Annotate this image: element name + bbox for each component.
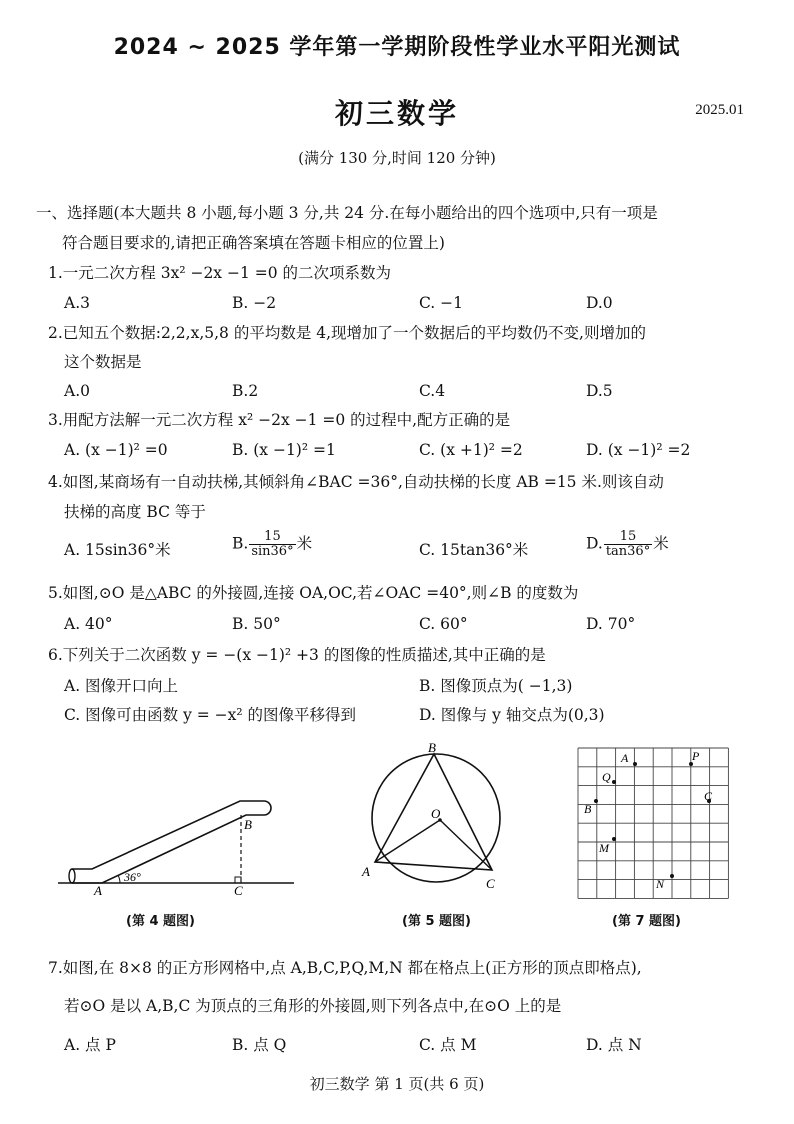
q4-option-b-denominator: sin36° xyxy=(251,544,294,559)
fig7-point-b xyxy=(594,799,598,803)
q4-option-b xyxy=(232,530,312,559)
q2-stem-line1: 2.已知五个数据:2,2,x,5,8 的平均数是 4,现增加了一个数据后的平均数仍不变,则增加的 xyxy=(48,324,646,342)
q7-option-a: A. 点 P xyxy=(64,1036,116,1054)
page-title: 2024 ~ 2025 学年第一学期阶段性学业水平阳光测试 xyxy=(113,35,681,60)
fig7-label-m: M xyxy=(599,841,609,855)
q4-option-d-fraction xyxy=(604,530,652,559)
q1-option-c: C. −1 xyxy=(419,294,464,312)
figure-7-grid xyxy=(574,744,734,904)
fig5-label-a: A xyxy=(362,864,370,879)
q7-stem-line1: 7.如图,在 8×8 的正方形网格中,点 A,B,C,P,Q,M,N 都在格点上(正方形的顶点即格点), xyxy=(48,959,642,977)
fig7-point-q xyxy=(612,780,616,784)
figure-4-escalator xyxy=(58,785,298,895)
q4-stem-line2: 扶梯的高度 BC 等于 xyxy=(64,503,206,521)
q4-option-b-fraction xyxy=(249,530,295,559)
fig4-label-c: C xyxy=(234,883,243,895)
fig7-point-m xyxy=(612,837,616,841)
q4-option-b-unit: 米 xyxy=(296,534,313,553)
q4-option-d-numerator: 15 xyxy=(604,530,652,545)
fig7-point-a xyxy=(633,762,637,766)
q1-option-b: B. −2 xyxy=(232,294,277,312)
fig7-label-n: N xyxy=(656,877,665,891)
subject-heading: 初三数学 xyxy=(334,97,459,130)
q7-option-c: C. 点 M xyxy=(419,1036,477,1054)
q4-option-c: C. 15tan36°米 xyxy=(419,541,529,559)
fig4-label-angle: 36° xyxy=(124,870,141,884)
q7-option-b: B. 点 Q xyxy=(232,1036,287,1054)
q2-stem-line2: 这个数据是 xyxy=(64,353,142,371)
fig5-segment-oa xyxy=(375,820,440,862)
fig7-label-q: Q xyxy=(602,770,611,784)
q3-option-a: A. (x −1)² =0 xyxy=(64,441,168,459)
fig4-escalator-end xyxy=(69,869,75,883)
fig5-label-o: O xyxy=(431,806,441,821)
fig7-caption: (第 7 题图) xyxy=(612,914,681,929)
fig7-label-c: C xyxy=(704,789,713,803)
q6-option-a: A. 图像开口向上 xyxy=(64,677,179,695)
fig7-label-b: B xyxy=(584,802,592,816)
fig5-label-c: C xyxy=(486,876,495,891)
q7-stem-line2: 若⊙O 是以 A,B,C 为顶点的三角形的外接圆,则下列各点中,在⊙O 上的是 xyxy=(64,997,562,1015)
fig5-caption: (第 5 题图) xyxy=(402,914,471,929)
q5-option-a: A. 40° xyxy=(64,615,113,633)
q1-option-a: A.3 xyxy=(64,294,90,312)
fig4-escalator-body xyxy=(72,801,271,883)
q5-stem: 5.如图,⊙O 是△ABC 的外接圆,连接 OA,OC,若∠OAC =40°,则∠B 的度数为 xyxy=(48,584,579,602)
q6-option-b: B. 图像顶点为( −1,3) xyxy=(419,677,573,695)
section1-instruction-line1: 一、选择题(本大题共 8 小题,每小题 3 分,共 24 分.在每小题给出的四个选项中,只有一项是 xyxy=(36,204,658,222)
fig7-point-n xyxy=(670,874,674,878)
fig7-label-p: P xyxy=(692,749,700,763)
figure-5-circle xyxy=(354,738,514,898)
fig4-angle-arc xyxy=(118,875,120,883)
fig4-caption: (第 4 题图) xyxy=(126,914,195,929)
fig4-label-a: A xyxy=(94,883,102,895)
fig5-segment-oc xyxy=(440,820,492,870)
q3-option-c: C. (x +1)² =2 xyxy=(419,441,523,459)
q4-option-d-prefix: D. xyxy=(586,534,603,553)
q4-option-b-prefix: B. xyxy=(232,534,249,553)
q6-stem: 6.下列关于二次函数 y = −(x −1)² +3 的图像的性质描述,其中正确的是 xyxy=(48,646,546,664)
q4-option-d xyxy=(586,530,669,559)
q6-option-c: C. 图像可由函数 y = −x² 的图像平移得到 xyxy=(64,706,357,724)
q4-stem-line1: 4.如图,某商场有一自动扶梯,其倾斜角∠BAC =36°,自动扶梯的长度 AB =15 米.则该自动 xyxy=(48,473,664,491)
q4-option-a: A. 15sin36°米 xyxy=(64,541,171,559)
fig7-label-a: A xyxy=(621,751,629,765)
fig7-grid-lines xyxy=(578,748,728,898)
exam-date: 2025.01 xyxy=(695,102,744,118)
q3-option-b: B. (x −1)² =1 xyxy=(232,441,336,459)
q7-option-d: D. 点 N xyxy=(586,1036,642,1054)
q1-stem: 1.一元二次方程 3x² −2x −1 =0 的二次项系数为 xyxy=(48,264,392,282)
q2-option-b: B.2 xyxy=(232,382,259,400)
q3-option-d: D. (x −1)² =2 xyxy=(586,441,691,459)
q1-option-d: D.0 xyxy=(586,294,613,312)
q2-option-d: D.5 xyxy=(586,382,613,400)
fig5-label-b: B xyxy=(428,740,436,755)
fig4-label-b: B xyxy=(244,817,252,832)
q5-option-d: D. 70° xyxy=(586,615,636,633)
q4-option-d-unit: 米 xyxy=(653,534,669,553)
q5-option-b: B. 50° xyxy=(232,615,281,633)
section1-instruction-line2: 符合题目要求的,请把正确答案填在答题卡相应的位置上) xyxy=(62,234,445,252)
page-footer: 初三数学 第 1 页(共 6 页) xyxy=(309,1075,485,1093)
q4-option-b-numerator: 15 xyxy=(249,530,295,545)
q4-option-d-denominator: tan36° xyxy=(605,544,651,559)
q2-option-c: C.4 xyxy=(419,382,446,400)
q3-stem: 3.用配方法解一元二次方程 x² −2x −1 =0 的过程中,配方正确的是 xyxy=(48,411,511,429)
score-info: (满分 130 分,时间 120 分钟) xyxy=(298,149,496,167)
q5-option-c: C. 60° xyxy=(419,615,468,633)
q2-option-a: A.0 xyxy=(64,382,90,400)
q6-option-d: D. 图像与 y 轴交点为(0,3) xyxy=(419,706,605,724)
